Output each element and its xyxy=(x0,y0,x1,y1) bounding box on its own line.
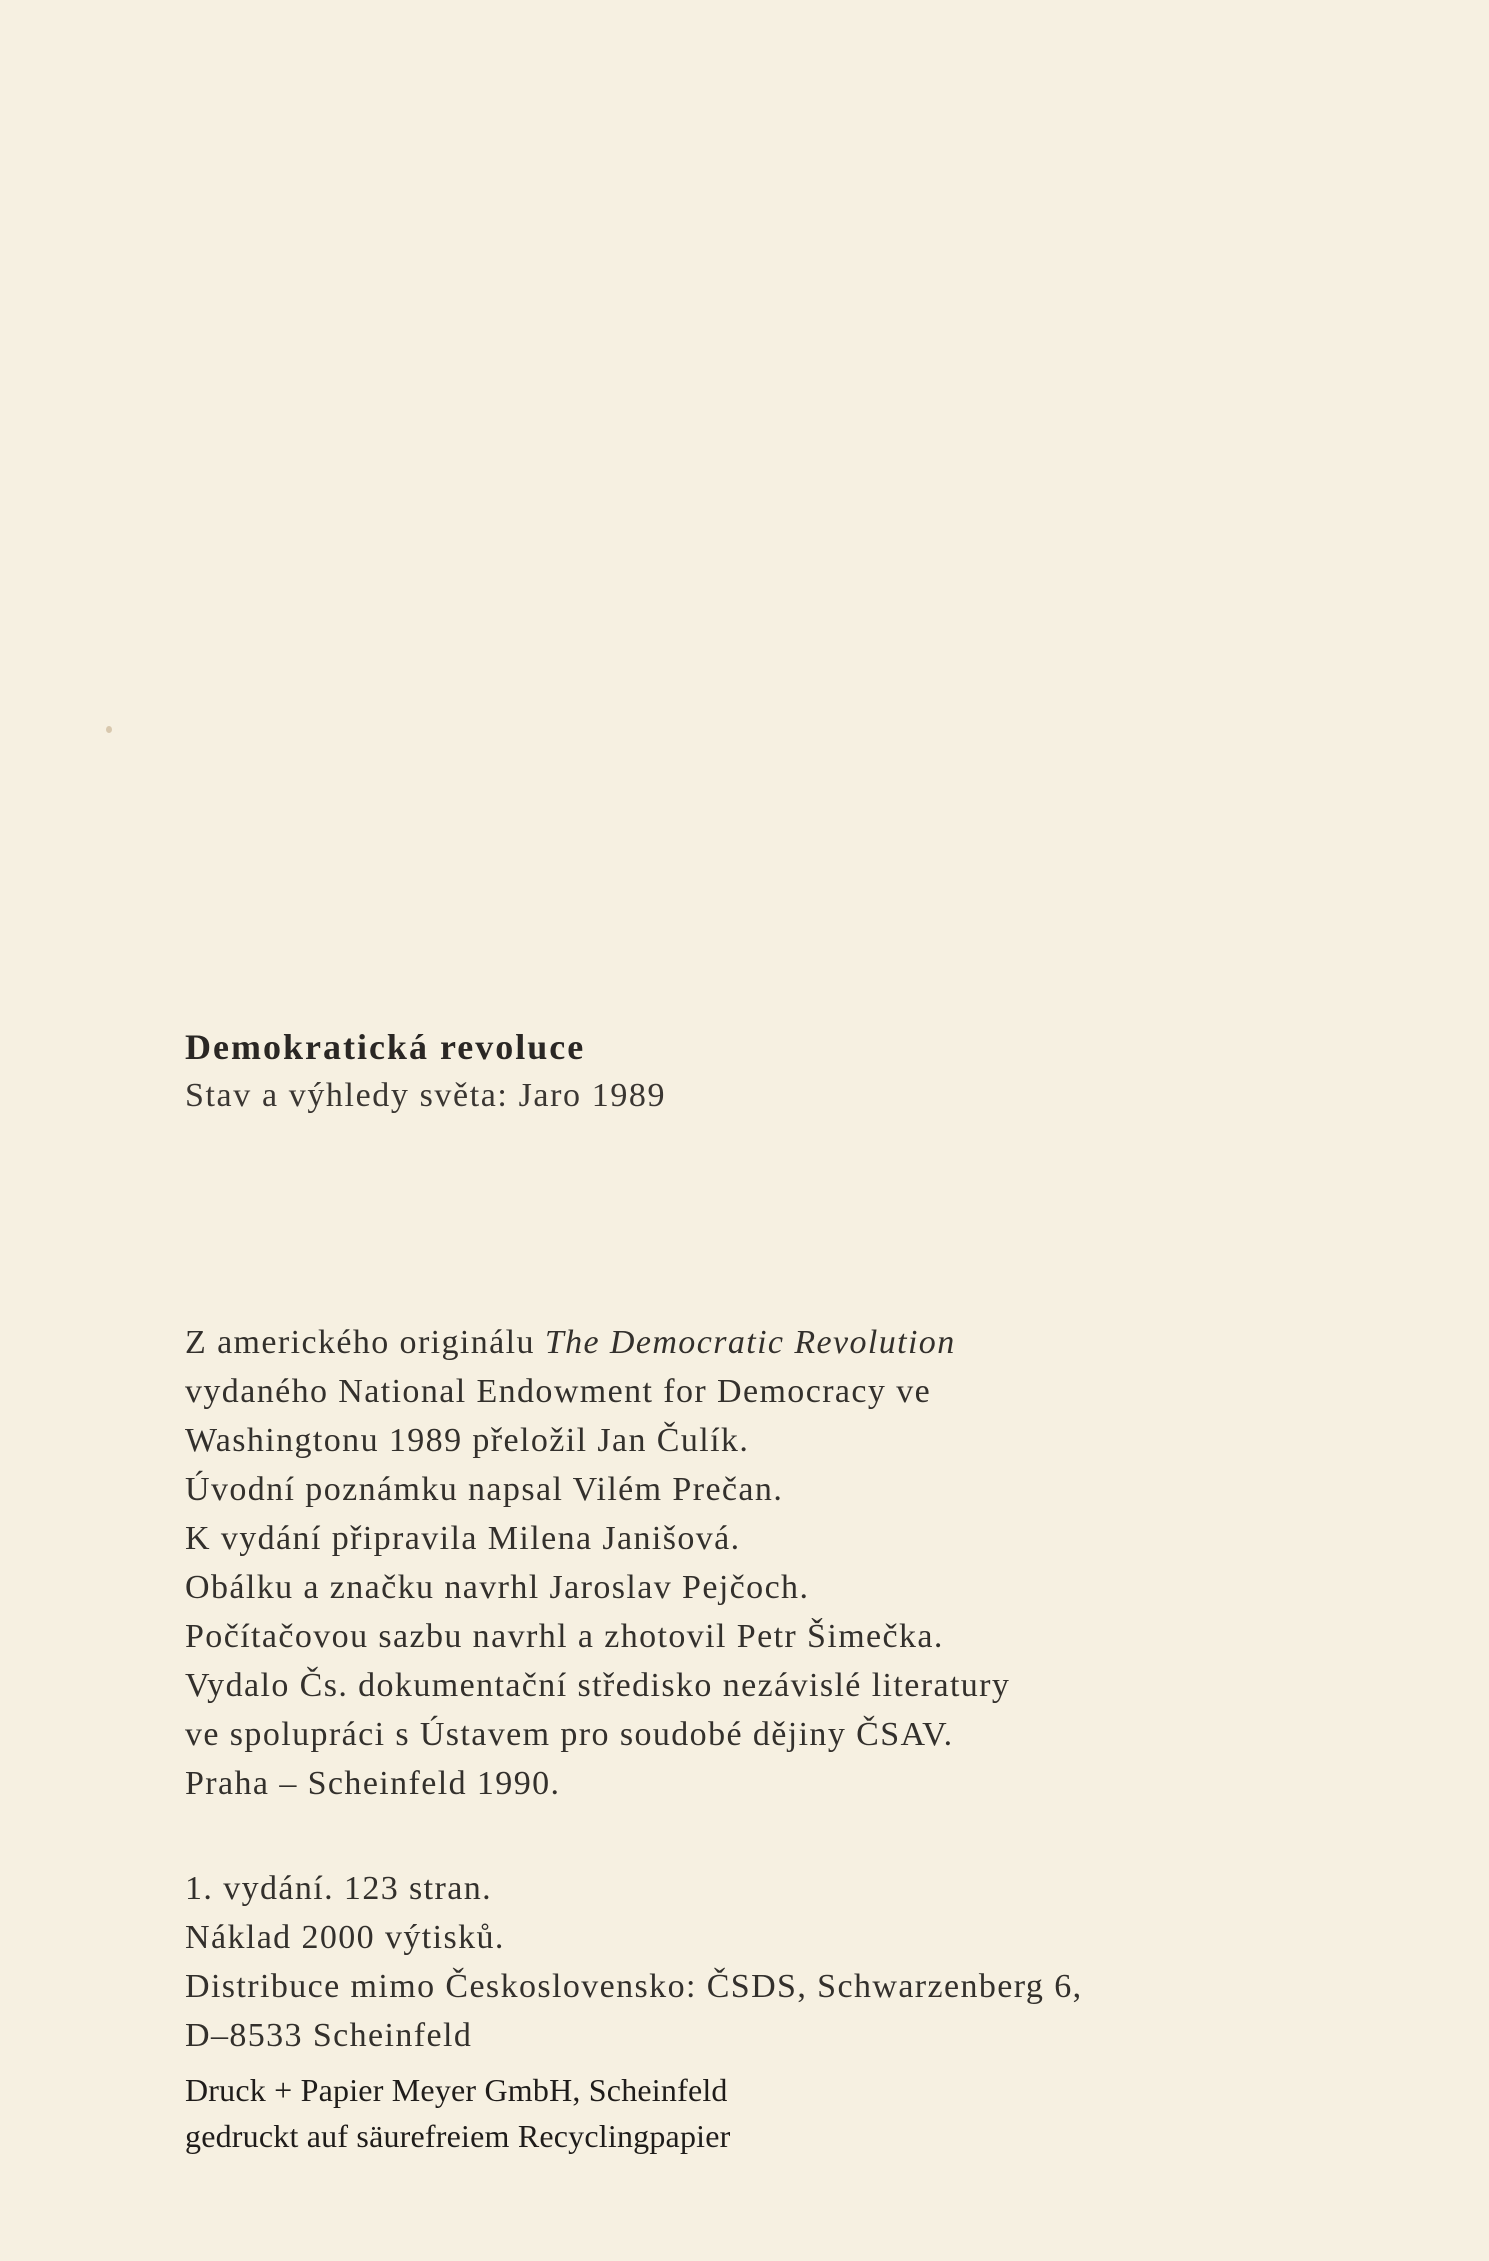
title-block xyxy=(185,1022,1185,1120)
original-prefix: Z amerického originálu xyxy=(185,1324,545,1361)
credit-line-cooperation: ve spolupráci s Ústavem pro soudobé dějiny ČSAV. xyxy=(185,1716,954,1753)
credit-line-original xyxy=(185,1318,1185,1367)
credits-block xyxy=(185,1318,1185,1808)
credit-line-issued: Vydalo Čs. dokumentační středisko nezávislé literatury xyxy=(185,1667,1011,1704)
edition-block xyxy=(185,1864,1185,2060)
edition-line-print-run: Náklad 2000 výtisků. xyxy=(185,1919,505,1956)
credit-line-introduction: Úvodní poznámku napsal Vilém Prečan. xyxy=(185,1471,784,1508)
credit-line-cover: Obálku a značku navrhl Jaroslav Pejčoch. xyxy=(185,1569,810,1606)
printer-block xyxy=(185,2067,1185,2159)
book-title: Demokratická revoluce xyxy=(185,1027,586,1067)
edition-line-pages: 1. vydání. 123 stran. xyxy=(185,1870,493,1907)
book-subtitle: Stav a výhledy světa: Jaro 1989 xyxy=(185,1077,667,1114)
paper-speck xyxy=(106,726,112,733)
edition-line-distribution: Distribuce mimo Československo: ČSDS, Schwarzenberg 6, xyxy=(185,1968,1083,2005)
credit-line-place-year: Praha – Scheinfeld 1990. xyxy=(185,1765,561,1802)
credit-line-publisher: vydaného National Endowment for Democracy ve xyxy=(185,1373,932,1410)
edition-line-address: D–8533 Scheinfeld xyxy=(185,2017,473,2054)
credit-line-translator: Washingtonu 1989 přeložil Jan Čulík. xyxy=(185,1422,750,1459)
original-title: The Democratic Revolution xyxy=(544,1324,956,1361)
printer-line-name: Druck + Papier Meyer GmbH, Scheinfeld xyxy=(185,2072,728,2108)
credit-line-editor: K vydání připravila Milena Janišová. xyxy=(185,1520,741,1557)
credit-line-typesetting: Počítačovou sazbu navrhl a zhotovil Petr Šimečka. xyxy=(185,1618,944,1655)
printer-line-paper: gedruckt auf säurefreiem Recyclingpapier xyxy=(185,2118,731,2154)
